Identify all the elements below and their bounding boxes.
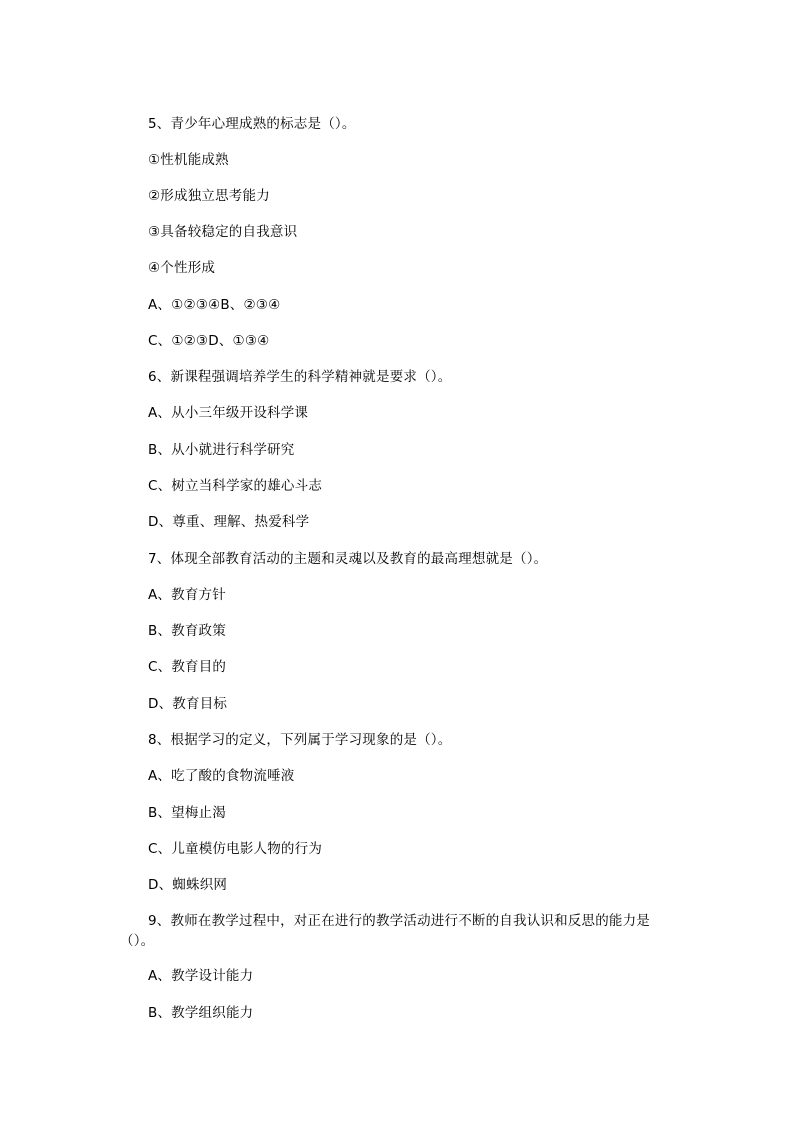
q7-option-c: C、教育目的 [148,659,227,675]
q9-option-b: B、教学组织能力 [148,1005,254,1021]
q5-options-cd: C、①②③D、①③④ [148,333,270,349]
q9-option-a: A、教学设计能力 [148,968,254,984]
statement-3: ③具备较稳定的自我意识 [148,224,298,240]
q5-options-ab: A、①②③④B、②③④ [148,297,281,313]
statement-1: ①性机能成熟 [148,152,229,168]
statement-2: ②形成独立思考能力 [148,188,270,204]
statement-4: ④个性形成 [148,260,216,276]
question-9: 9、教师在教学过程中，对正在进行的教学活动进行不断的自我认识和反思的能力是（）。 [120,913,650,949]
q6-option-c: C、树立当科学家的雄心斗志 [148,478,323,494]
q7-option-d: D、教育目标 [148,696,228,712]
q8-option-c: C、儿童模仿电影人物的行为 [148,841,323,857]
q6-option-b: B、从小就进行科学研究 [148,442,295,458]
q7-option-a: A、教育方针 [148,587,226,603]
q6-option-d: D、尊重、理解、热爱科学 [148,514,310,530]
q6-option-a: A、从小三年级开设科学课 [148,405,309,421]
question-8: 8、根据学习的定义，下列属于学习现象的是（）。 [148,732,452,748]
q8-option-d: D、蜘蛛织网 [148,877,228,893]
question-6: 6、新课程强调培养学生的科学精神就是要求（）。 [148,369,452,385]
q8-option-b: B、望梅止渴 [148,805,226,821]
q7-option-b: B、教育政策 [148,623,226,639]
question-5: 5、青少年心理成熟的标志是（）。 [148,116,356,132]
question-7: 7、体现全部教育活动的主题和灵魂以及教育的最高理想就是（）。 [148,551,548,567]
q8-option-a: A、吃了酸的食物流唾液 [148,768,295,784]
